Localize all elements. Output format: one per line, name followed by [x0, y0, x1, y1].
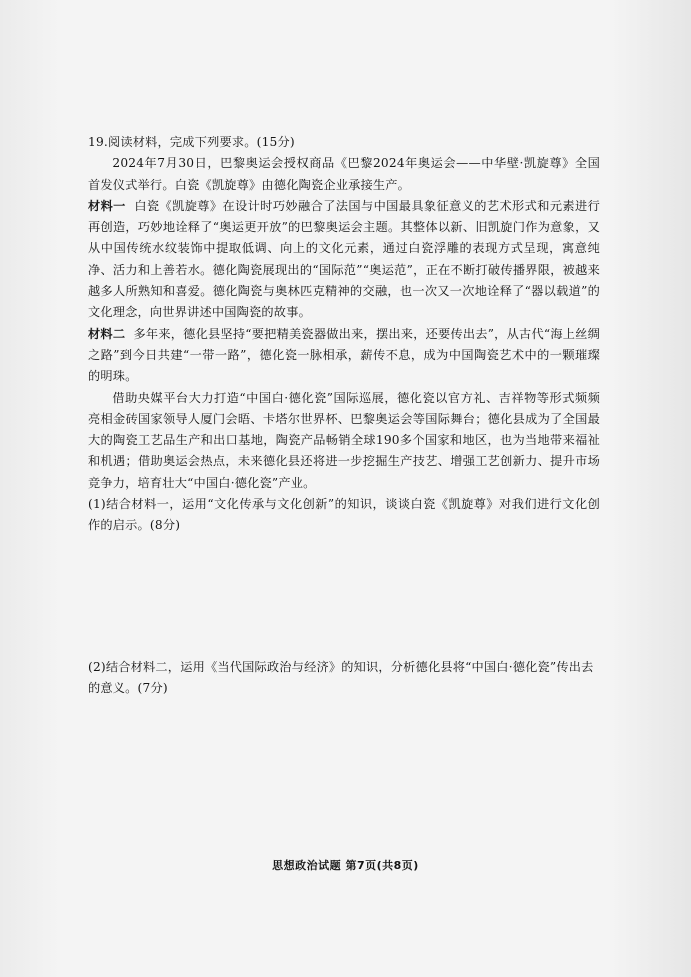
material-2-paragraph-2: 借助央媒平台大力打造“中国白·德化瓷”国际巡展，德化瓷以官方礼、吉祥物等形式频频亮相金砖国家领导人厦门会晤、卡塔尔世界杯、巴黎奥运会等国际舞台；德化县成为了全国最大的陶瓷工艺品生产和出口基地，陶瓷产品畅销全球190多个国家和地区，也为当地带来福祉和机遇；借助奥运会热点，未来德化县还将进一步挖掘生产技艺、增强工艺创新力、提升市场竞争力，培育壮大“中国白·德化瓷”产业。 [88, 390, 600, 490]
material-2 [88, 324, 600, 388]
question-intro: 2024年7月30日，巴黎奥运会授权商品《巴黎2024年奥运会——中华壁·凯旋尊》全国首发仪式举行。白瓷《凯旋尊》由德化陶瓷企业承接生产。 [88, 156, 600, 192]
material-2-label: 材料二 [88, 326, 126, 341]
material-2-text: 多年来，德化县坚持“要把精美瓷器做出来，摆出来，还要传出去”，从古代“海上丝绸之路”到今日共建“一带一路”，德化瓷一脉相承，薪传不息，成为中国陶瓷艺术中的一颗璀璨的明珠。 [88, 326, 600, 384]
question-title: 19.阅读材料，完成下列要求。(15分) [88, 135, 295, 149]
material-1-text: 白瓷《凯旋尊》在设计时巧妙融合了法国与中国最具象征意义的艺术形式和元素进行再创造，巧妙地诠释了“奥运更开放”的巴黎奥运会主题。其整体以新、旧凯旋门作为意象，又从中国传统水纹装饰中提取低调、向上的文化元素，通过白瓷浮雕的表现方式呈现，寓意纯净、活力和上善若水。德化陶瓷展现出的“国际范”“奥运范”，正在不断打破传播界限，被越来越多人所熟知和喜爱。德化陶瓷与奥林匹克精神的交融，也一次又一次地诠释了“器以载道”的文化理念，向世界讲述中国陶瓷的故事。 [88, 198, 600, 320]
sub-question-1: (1)结合材料一，运用“文化传承与文化创新”的知识，谈谈白瓷《凯旋尊》对我们进行文化创作的启示。(8分) [88, 497, 600, 533]
material-1-label: 材料一 [88, 198, 126, 213]
page-shadow-left [0, 0, 60, 977]
page-footer: 思想政治试题 第7页(共8页) [272, 859, 419, 872]
material-1 [88, 196, 600, 324]
sub-question-2: (2)结合材料二，运用《当代国际政治与经济》的知识，分析德化县将“中国白·德化瓷”传出去的意义。(7分) [88, 660, 594, 696]
question-19 [88, 132, 600, 537]
page-shadow-right [611, 0, 691, 977]
